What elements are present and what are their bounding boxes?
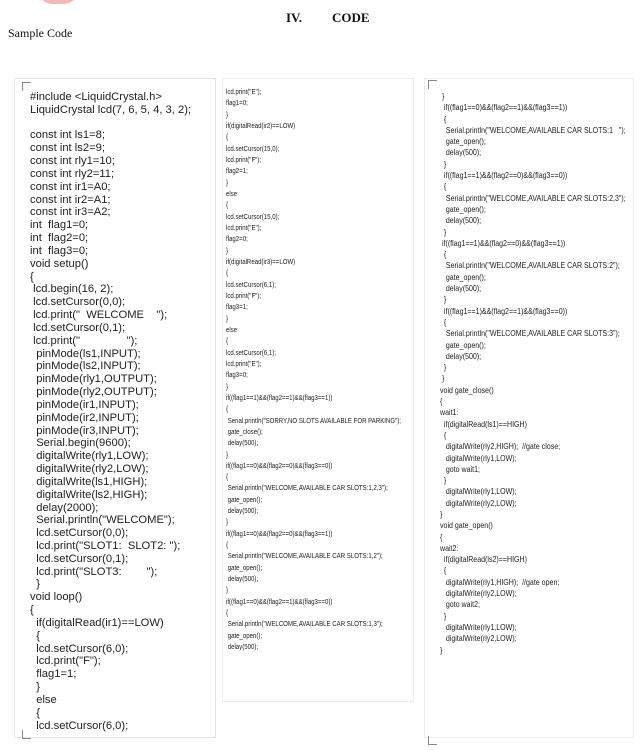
code-line: lcd.print("E"); — [226, 87, 262, 96]
code-line: Serial.println("WELCOME,AVAILABLE CAR SLOTS:3"); — [440, 328, 620, 339]
code-line — [30, 117, 220, 130]
code-line: lcd.setCursor(6,1); — [226, 347, 276, 357]
code-line: delay(500); — [226, 642, 259, 652]
code-line: { — [226, 472, 229, 482]
code-line: gate_open(); — [226, 494, 263, 504]
code-line: delay(500); — [226, 506, 259, 516]
code-line: digitalWrite(ls1,HIGH); — [30, 475, 148, 488]
code-line: { — [440, 429, 447, 440]
code-line: delay(500); — [226, 574, 259, 584]
code-line: digitalWrite(rly2,LOW); — [440, 633, 517, 644]
section-heading — [286, 10, 370, 26]
code-line: delay(500); — [440, 350, 482, 361]
code-line: const int ls2=9; — [30, 142, 105, 155]
code-line: void loop() — [30, 591, 83, 604]
code-line: int flag2=0; — [30, 232, 89, 245]
code-line: delay(500); — [440, 215, 482, 226]
code-line: { — [226, 540, 229, 550]
code-line: { — [30, 629, 40, 642]
code-line: { — [440, 249, 447, 260]
code-line: if(digitalRead(ir3)==LOW) — [226, 256, 296, 266]
code-line: digitalWrite(ls2,HIGH); — [30, 488, 148, 501]
code-line: { — [440, 113, 447, 124]
code-line: lcd.setCursor(15,0); — [226, 143, 280, 153]
code-line: if((flag1==1)&&(flag2==0)&&(flag3==0)) — [440, 170, 568, 181]
code-line: { — [440, 531, 443, 542]
code-line: gate_open(); — [440, 271, 486, 282]
code-line: flag1=0; — [226, 98, 248, 108]
code-line: } — [440, 158, 447, 169]
code-line: { — [226, 336, 229, 346]
code-line: flag3=0; — [226, 370, 248, 380]
code-line: { — [226, 608, 229, 618]
code-line: { — [30, 604, 34, 617]
code-line: pinMode(ir3,INPUT); — [30, 424, 139, 437]
code-line: lcd.print("SLOT1: SLOT2: "); — [30, 539, 181, 552]
code-line: if((flag1==0)&&(flag2==0)&&(flag3==1)) — [226, 528, 333, 538]
code-line: if(digitalRead(ls2)==HIGH) — [440, 554, 527, 565]
code-line: lcd.print(" "); — [30, 334, 138, 347]
code-line: } — [226, 449, 229, 459]
code-line: } — [440, 508, 443, 519]
code-line: } — [30, 681, 40, 694]
code-line: delay(500); — [440, 147, 482, 158]
code-line: digitalWrite(rly2,LOW); — [440, 497, 517, 508]
code-line: const int ir3=A2; — [30, 206, 111, 219]
code-line: } — [440, 644, 443, 655]
code-line: { — [440, 316, 447, 327]
sample-code-label: Sample Code — [8, 26, 73, 40]
code-line: lcd.print("SLOT3: "); — [30, 565, 158, 578]
code-line: pinMode(rly2,OUTPUT); — [30, 386, 157, 399]
code-line: Serial.println("WELCOME,AVAILABLE CAR SLOTS:2,3"); — [440, 192, 626, 203]
code-line: else — [226, 324, 238, 334]
code-line: { — [226, 404, 229, 414]
code-line: flag3=1; — [226, 302, 248, 312]
code-line: Serial.println("WELCOME,AVAILABLE CAR SLOTS:1 "); — [440, 124, 626, 135]
code-line: #include <LiquidCrystal.h> — [30, 91, 162, 103]
code-line: LiquidCrystal lcd(7, 6, 5, 4, 3, 2); — [30, 103, 192, 116]
code-line: } — [30, 578, 40, 591]
code-line: delay(500); — [226, 438, 259, 448]
code-line: int flag3=0; — [30, 244, 89, 257]
code-line: digitalWrite(rly2,HIGH); //gate close; — [440, 441, 561, 452]
code-line: } — [440, 475, 447, 486]
frame-corner-mark — [22, 82, 31, 91]
code-line: { — [30, 706, 40, 719]
code-line: { — [226, 268, 229, 278]
code-line: lcd.begin(16, 2); — [30, 283, 114, 296]
section-title: CODE — [332, 10, 370, 25]
code-line: const int rly1=10; — [30, 155, 115, 168]
code-line: gate_open(); — [226, 562, 263, 572]
code-line: if((flag1==0)&&(flag2==1)&&(flag3==1)) — [440, 102, 568, 113]
code-line: int flag1=0; — [30, 219, 89, 232]
code-line: delay(2000); — [30, 501, 99, 514]
code-line: const int rly2=11; — [30, 167, 115, 180]
code-line: } — [226, 585, 229, 595]
code-line: if((flag1==0)&&(flag2==0)&&(flag3==0)) — [226, 460, 333, 470]
code-line: lcd.print("F"); — [226, 154, 262, 164]
code-line: const int ls1=8; — [30, 129, 105, 142]
code-line: lcd.print("F"); — [226, 290, 262, 300]
code-line: pinMode(ir1,INPUT); — [30, 398, 139, 411]
code-line: lcd.print("F"); — [30, 655, 101, 668]
code-line: wait2: — [440, 542, 459, 553]
code-line: { — [30, 270, 34, 283]
code-line: lcd.print(" WELCOME "); — [30, 309, 168, 322]
code-column-1 — [30, 91, 220, 732]
code-line: if((flag1==1)&&(flag2==1)&&(flag3==1)) — [226, 392, 333, 402]
code-line: Serial.println("WELCOME,AVAILABLE CAR SLOTS:2"); — [440, 260, 620, 271]
code-line: Serial.println("WELCOME"); — [30, 514, 175, 527]
section-number: IV. — [286, 10, 303, 25]
code-line: delay(500); — [440, 283, 482, 294]
code-line: } — [226, 381, 229, 391]
code-line: if(digitalRead(ir2)==LOW) — [226, 120, 296, 130]
code-line: lcd.setCursor(6,0); — [30, 719, 129, 732]
code-line: } — [226, 177, 229, 187]
code-line: { — [226, 132, 229, 142]
code-line: } — [440, 294, 447, 305]
code-line: gate_open(); — [440, 339, 486, 350]
code-line: digitalWrite(rly1,HIGH); //gate open; — [440, 576, 560, 587]
code-line: lcd.setCursor(6,1); — [226, 279, 276, 289]
code-line: else — [226, 188, 238, 198]
code-line: flag1=1; — [30, 668, 77, 681]
code-line: void setup() — [30, 257, 89, 270]
code-line: { — [440, 565, 447, 576]
code-line: if((flag1==0)&&(flag2==1)&&(flag3==0)) — [226, 596, 333, 606]
code-line: lcd.setCursor(0,1); — [30, 552, 129, 565]
code-line: lcd.print("E"); — [226, 222, 262, 232]
code-line: Serial.println("WELCOME,AVAILABLE CAR SLOTS:1,2"); — [226, 551, 383, 561]
code-line: pinMode(ir2,INPUT); — [30, 411, 139, 424]
code-line: Serial.println("WELCOME,AVAILABLE CAR SLOTS:1,3"); — [226, 619, 383, 629]
code-line: digitalWrite(rly2,LOW); — [30, 463, 149, 476]
code-line: lcd.setCursor(6,0); — [30, 642, 129, 655]
code-line: digitalWrite(rly2,LOW); — [440, 588, 517, 599]
code-line: if((flag1==1)&&(flag2==1)&&(flag3==0)) — [440, 305, 568, 316]
code-line: } — [226, 245, 229, 255]
code-line: lcd.setCursor(0,0); — [30, 527, 129, 540]
code-line: pinMode(ls1,INPUT); — [30, 347, 141, 360]
code-line: gate_close(); — [226, 426, 263, 436]
code-line: else — [30, 693, 57, 706]
code-line: Serial.println("SORRY,NO SLOTS AVAILABLE FOR PARKING"); — [226, 415, 401, 425]
frame-corner-mark — [428, 736, 437, 745]
code-line: gate_open(); — [440, 136, 486, 147]
code-line: } — [226, 517, 229, 527]
code-line: if(digitalRead(ir1)==LOW) — [30, 616, 164, 629]
code-line: { — [226, 200, 229, 210]
code-line: void gate_open() — [440, 520, 493, 531]
header-decoration — [38, 0, 78, 4]
code-line: goto wait2; — [440, 599, 480, 610]
code-line: pinMode(rly1,OUTPUT); — [30, 373, 157, 386]
code-line: void gate_close() — [440, 384, 494, 395]
code-line: lcd.print("E"); — [226, 358, 262, 368]
code-line: if(digitalRead(ls1)==HIGH) — [440, 418, 527, 429]
code-line: Serial.begin(9600); — [30, 437, 131, 450]
code-line: if((flag1==1)&&(flag2==0)&&(flag3==1)) — [440, 237, 566, 248]
code-line: wait1: — [440, 407, 459, 418]
code-line: lcd.setCursor(0,1); — [30, 321, 126, 334]
code-line: digitalWrite(rly1,LOW); — [440, 452, 517, 463]
code-column-2 — [226, 86, 422, 652]
code-line: gate_open(); — [440, 203, 486, 214]
code-line: } — [440, 226, 447, 237]
code-line: } — [440, 610, 447, 621]
code-column-3 — [440, 91, 637, 656]
code-line: gate_open(); — [226, 630, 263, 640]
code-line: const int ir2=A1; — [30, 193, 111, 206]
code-line: } — [440, 362, 447, 373]
code-line: pinMode(ls2,INPUT); — [30, 360, 141, 373]
code-line: { — [440, 396, 443, 407]
code-line: flag2=1; — [226, 166, 248, 176]
code-line: } — [440, 373, 445, 384]
code-line: } — [226, 313, 229, 323]
code-line: { — [440, 181, 447, 192]
code-line: flag2=0; — [226, 234, 248, 244]
code-line: goto wait1; — [440, 463, 480, 474]
code-line: } — [440, 91, 445, 101]
code-line: digitalWrite(rly1,LOW); — [440, 486, 517, 497]
code-line: digitalWrite(rly1,LOW); — [440, 621, 517, 632]
frame-corner-mark — [428, 80, 437, 89]
code-line: } — [226, 109, 229, 119]
code-line: const int ir1=A0; — [30, 180, 111, 193]
code-line: lcd.setCursor(0,0); — [30, 296, 126, 309]
code-line: digitalWrite(rly1,LOW); — [30, 450, 149, 463]
code-line: Serial.println("WELCOME,AVAILABLE CAR SLOTS:1,2,3"); — [226, 483, 388, 493]
code-line: lcd.setCursor(15,0); — [226, 211, 280, 221]
